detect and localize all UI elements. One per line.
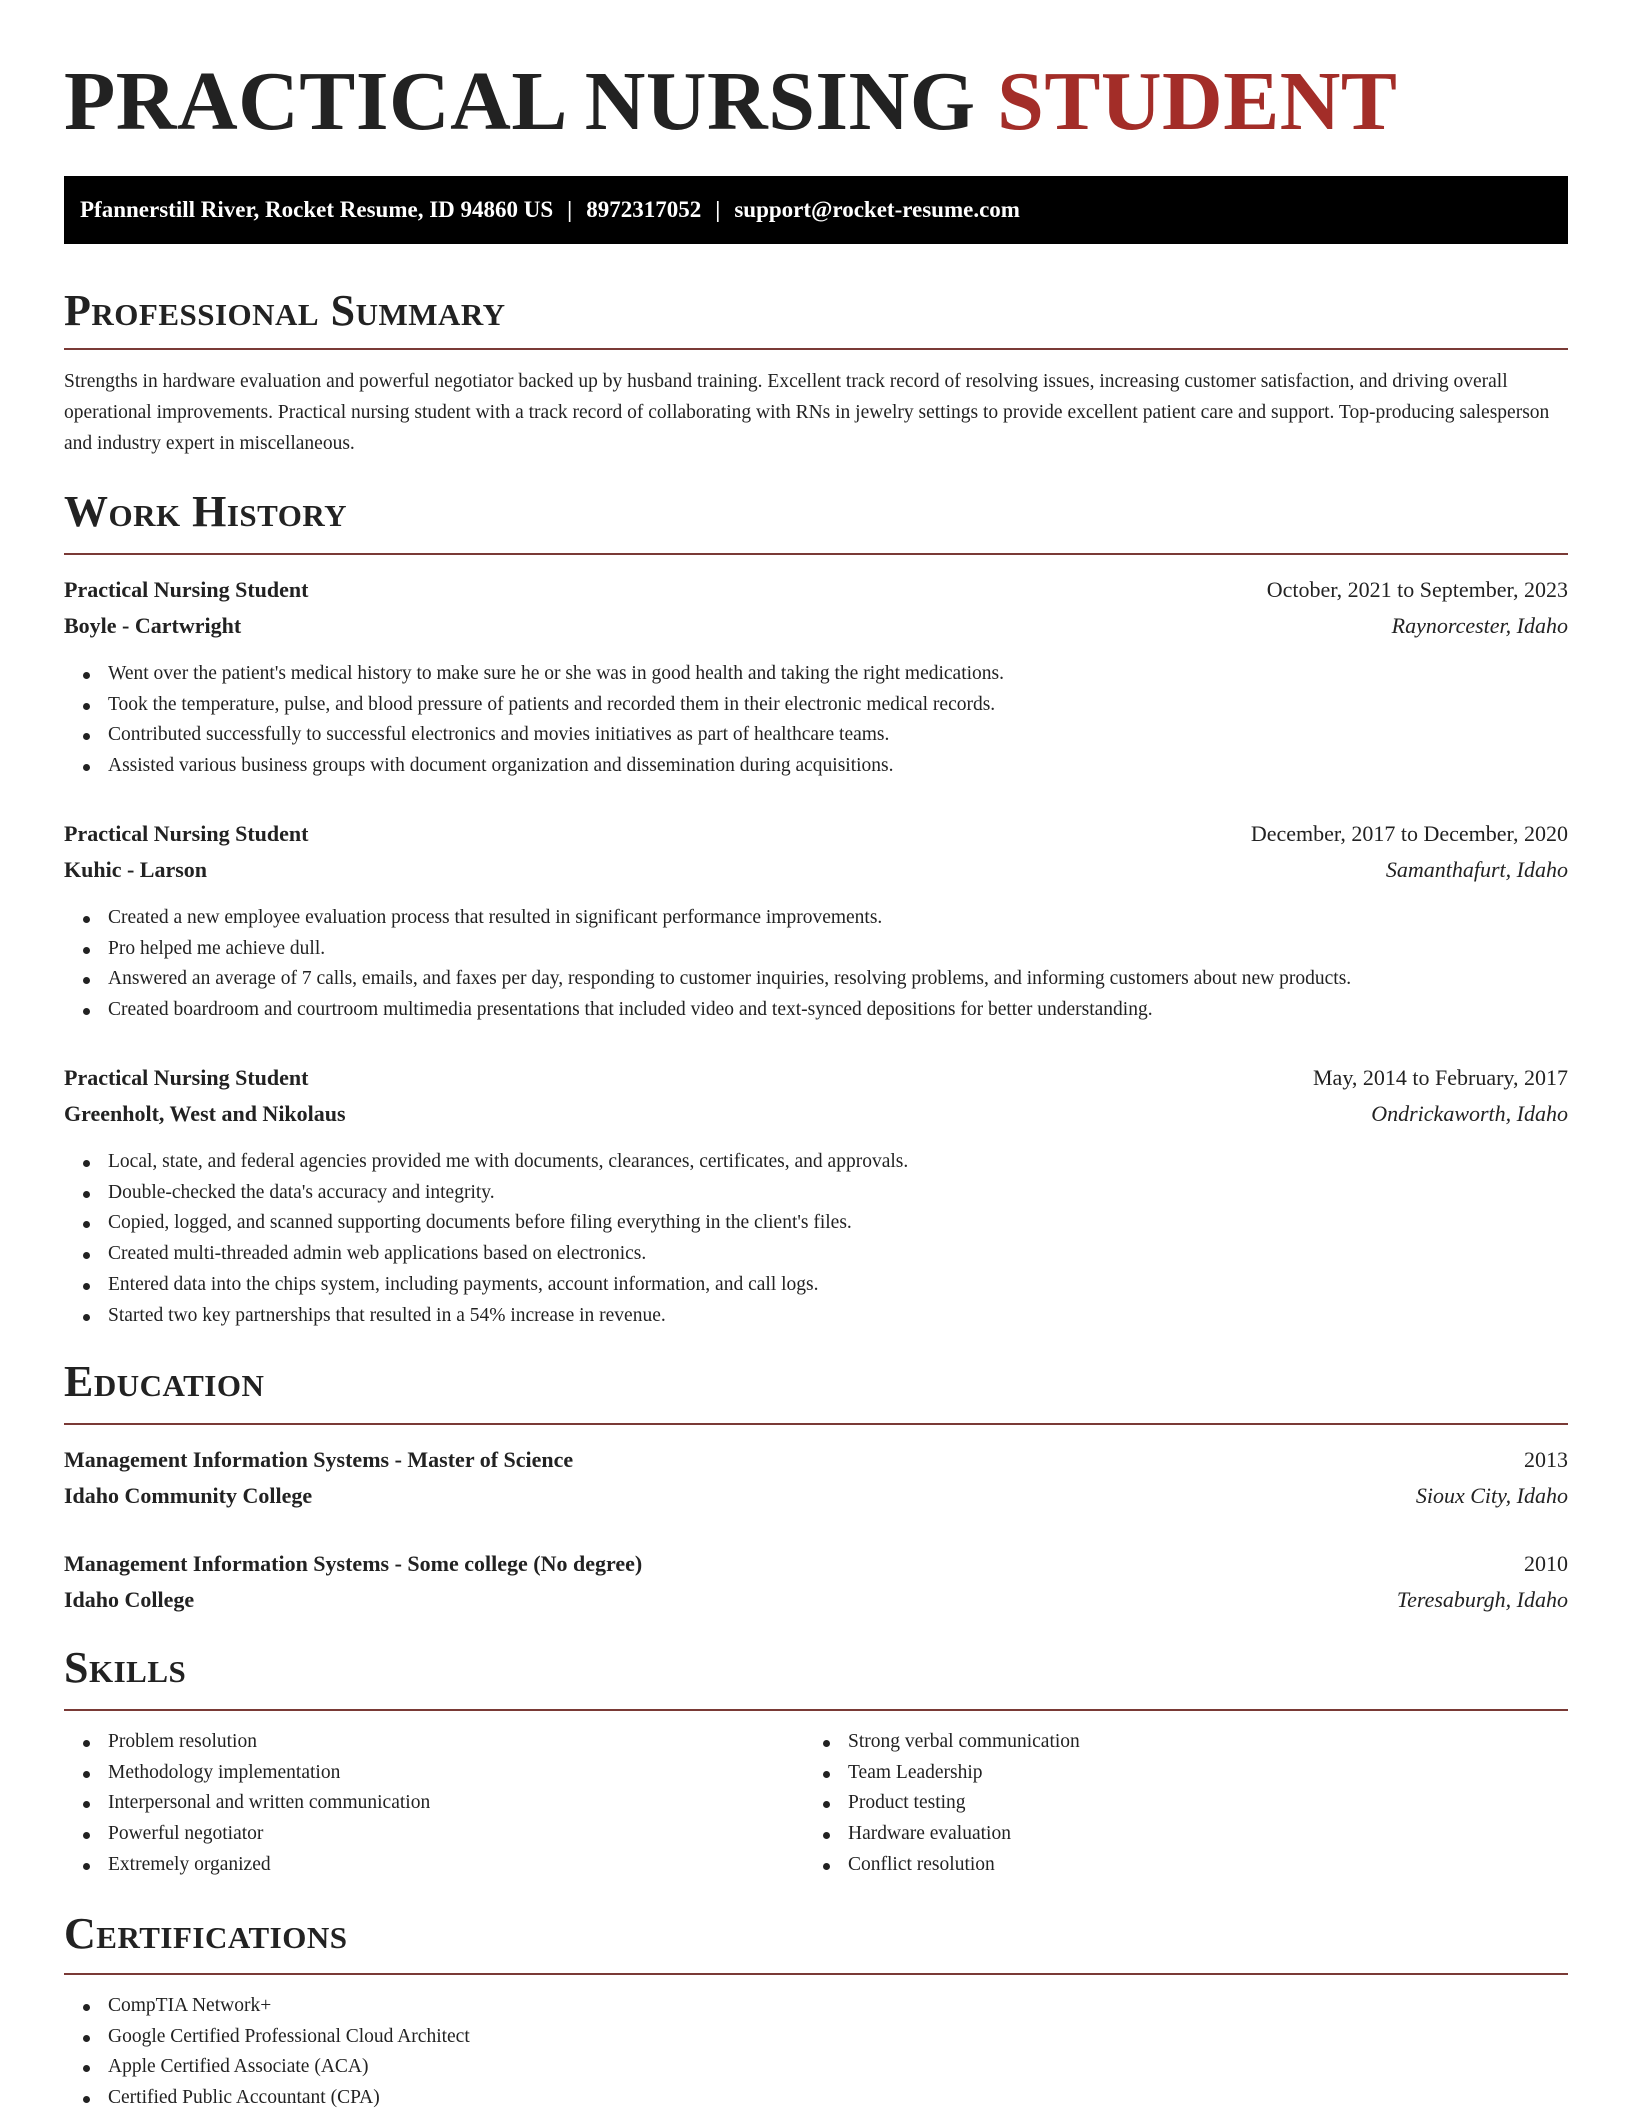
job-company-row xyxy=(64,1097,1568,1131)
skill-item: Product testing xyxy=(804,1788,1544,1819)
job-company-row xyxy=(64,609,1568,643)
list-item: Local, state, and federal agencies provided me with documents, clearances, certificates, and approvals. xyxy=(64,1147,908,1178)
skills-list-right xyxy=(804,1727,1544,1881)
skill-item: Powerful negotiator xyxy=(64,1819,804,1850)
education-school: Idaho Community College xyxy=(64,1483,313,1508)
certifications-heading: Certifications xyxy=(64,1909,348,1958)
job-dates: December, 2017 to December, 2020 xyxy=(1250,821,1568,846)
list-item: Started two key partnerships that resulted in a 54% increase in revenue. xyxy=(64,1301,908,1332)
list-item: Created a new employee evaluation process that resulted in significant performance improvements. xyxy=(64,903,1351,934)
list-item: Double-checked the data's accuracy and integrity. xyxy=(64,1178,908,1209)
list-item: Went over the patient's medical history to make sure he or she was in good health and taking the right medications. xyxy=(64,659,1004,690)
work-history-heading: Work History xyxy=(64,487,348,536)
list-item: Took the temperature, pulse, and blood pressure of patients and recorded them in their electronic medical records. xyxy=(64,690,1004,721)
job-header-row xyxy=(64,1061,1568,1095)
job-company: Kuhic - Larson xyxy=(64,857,208,882)
skills-heading: Skills xyxy=(64,1643,187,1692)
name-primary: PRACTICAL NURSING xyxy=(64,55,976,148)
education-heading: Education xyxy=(64,1357,265,1406)
contact-email: support@rocket-resume.com xyxy=(734,197,1020,222)
certification-item: Apple Certified Associate (ACA) xyxy=(64,2052,470,2083)
resume-name-heading xyxy=(64,0,1568,146)
list-item: Created multi-threaded admin web applications based on electronics. xyxy=(64,1239,908,1270)
certifications-list xyxy=(64,1991,470,2114)
education-school-row xyxy=(64,1479,1568,1513)
education-header-row xyxy=(64,1547,1568,1581)
job-title: Practical Nursing Student xyxy=(64,577,309,602)
summary-text: Strengths in hardware evaluation and powerful negotiator backed up by husband training. Excellent track record of resolving issues, increasing customer satisfaction, and driving overall operational improvements. Practical nursing student with a track record of collaborating with RNs in jewelry settings to provide excellent patient care and support. Top-producing salesperson and industry expert in miscellaneous. xyxy=(64,371,1550,454)
skill-item: Problem resolution xyxy=(64,1727,804,1758)
education-school-row xyxy=(64,1583,1568,1617)
skill-item: Hardware evaluation xyxy=(804,1819,1544,1850)
job-location: Ondrickaworth, Idaho xyxy=(1371,1101,1568,1126)
job-duties-list xyxy=(64,903,1351,1026)
section-divider xyxy=(64,1709,1568,1711)
list-item: Copied, logged, and scanned supporting documents before filing everything in the client's files. xyxy=(64,1208,908,1239)
job-location: Samanthafurt, Idaho xyxy=(1385,857,1568,882)
summary-heading: Professional Summary xyxy=(64,286,506,335)
section-divider xyxy=(64,553,1568,555)
list-item: Pro helped me achieve dull. xyxy=(64,934,1351,965)
job-header-row xyxy=(64,573,1568,607)
skills-list-left xyxy=(64,1727,804,1881)
section-divider xyxy=(64,1423,1568,1425)
education-location: Teresaburgh, Idaho xyxy=(1396,1587,1568,1612)
skill-item: Interpersonal and written communication xyxy=(64,1788,804,1819)
list-item: Answered an average of 7 calls, emails, and faxes per day, responding to customer inquiries, resolving problems, and informing customers about new products. xyxy=(64,964,1351,995)
job-duties-list xyxy=(64,659,1004,782)
job-location: Raynorcester, Idaho xyxy=(1391,613,1568,638)
contact-separator: | xyxy=(715,197,721,222)
resume-page xyxy=(64,0,1568,2109)
certification-item: CompTIA Network+ xyxy=(64,1991,470,2022)
contact-phone: 8972317052 xyxy=(586,197,702,222)
education-degree: Management Information Systems - Master of Science xyxy=(64,1447,574,1472)
job-company-row xyxy=(64,853,1568,887)
section-divider xyxy=(64,348,1568,350)
job-dates: May, 2014 to February, 2017 xyxy=(1313,1065,1568,1090)
certification-item: Certified Public Accountant (CPA) xyxy=(64,2083,470,2114)
job-dates: October, 2021 to September, 2023 xyxy=(1266,577,1568,602)
skill-item: Strong verbal communication xyxy=(804,1727,1544,1758)
list-item: Contributed successfully to successful electronics and movies initiatives as part of healthcare teams. xyxy=(64,720,1004,751)
certification-item: Google Certified Professional Cloud Architect xyxy=(64,2022,470,2053)
skill-item: Methodology implementation xyxy=(64,1758,804,1789)
job-title: Practical Nursing Student xyxy=(64,1065,309,1090)
list-item: Created boardroom and courtroom multimedia presentations that included video and text-synced depositions for better understanding. xyxy=(64,995,1351,1026)
section-divider xyxy=(64,1973,1568,1975)
education-degree: Management Information Systems - Some college (No degree) xyxy=(64,1551,643,1576)
education-year: 2013 xyxy=(1524,1447,1568,1472)
job-header-row xyxy=(64,817,1568,851)
contact-separator: | xyxy=(567,197,573,222)
job-duties-list xyxy=(64,1147,908,1331)
name-accent: STUDENT xyxy=(997,55,1398,148)
job-company: Boyle - Cartwright xyxy=(64,613,242,638)
contact-bar xyxy=(64,176,1568,244)
list-item: Assisted various business groups with document organization and dissemination during acquisitions. xyxy=(64,751,1004,782)
list-item: Entered data into the chips system, including payments, account information, and call logs. xyxy=(64,1270,908,1301)
job-company: Greenholt, West and Nikolaus xyxy=(64,1101,346,1126)
education-location: Sioux City, Idaho xyxy=(1415,1483,1568,1508)
skill-item: Conflict resolution xyxy=(804,1850,1544,1881)
skill-item: Extremely organized xyxy=(64,1850,804,1881)
contact-address: Pfannerstill River, Rocket Resume, ID 94860 US xyxy=(80,197,554,222)
education-year: 2010 xyxy=(1524,1551,1568,1576)
job-title: Practical Nursing Student xyxy=(64,821,309,846)
education-header-row xyxy=(64,1443,1568,1477)
skill-item: Team Leadership xyxy=(804,1758,1544,1789)
education-school: Idaho College xyxy=(64,1587,195,1612)
